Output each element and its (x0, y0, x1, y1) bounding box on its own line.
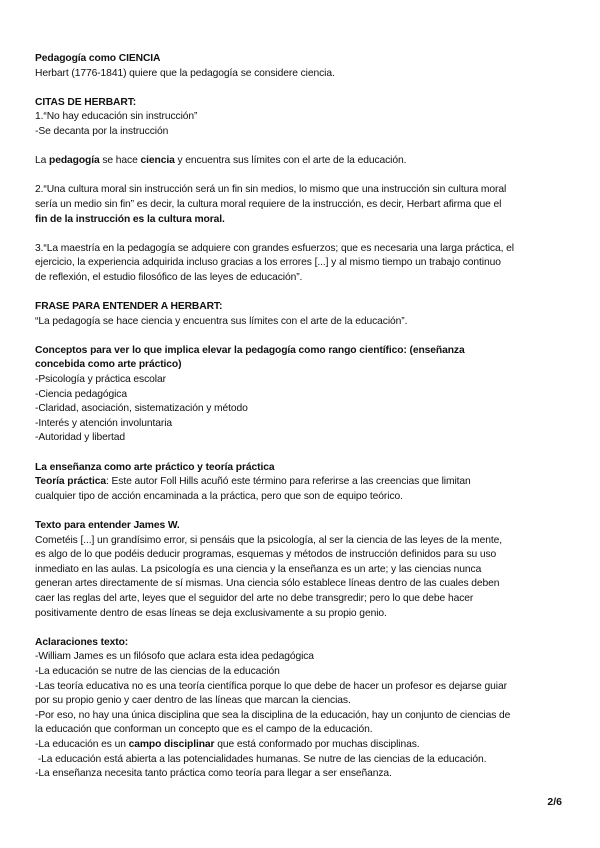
section-heading: Conceptos para ver lo que implica elevar la pedagogía como rango científico: (enseñanza (35, 344, 465, 356)
section-heading: Aclaraciones texto: (35, 636, 129, 648)
paragraph-line: ejercicio, la experiencia adquirida incluso gracias a los errores [...] y al mismo tiempo un trabajo continuo (35, 257, 501, 269)
list-item: -Por eso, no hay una única disciplina que sea la disciplina de la educación, hay un conjunto de ciencias de (35, 709, 511, 721)
section-heading: FRASE PARA ENTENDER A HERBART: (35, 301, 223, 313)
section-conceptos (35, 344, 565, 446)
quote-line: 1.“No hay educación sin instrucción” (35, 111, 198, 123)
paragraph-line: es algo de lo que podéis deducir programas, esquemas y métodos de instrucción definidos para su uso (35, 549, 497, 561)
quote-line: -Se decanta por la instrucción (35, 125, 169, 137)
section-pedagogia-ciencia (35, 52, 565, 81)
section-heading: La enseñanza como arte práctico y teoría práctica (35, 461, 275, 473)
section-pedagogia-statement (35, 154, 565, 169)
list-item: -Ciencia pedagógica (35, 388, 127, 400)
list-item: -La enseñanza necesita tanto práctica como teoría para llegar a ser enseñanza. (35, 768, 392, 780)
paragraph-line: positivamente dentro de esas líneas se deja exclusivamente a su propio genio. (35, 607, 387, 619)
paragraph-line: 2.“Una cultura moral sin instrucción será un fin sin medios, lo mismo que una instrucción sin cultura moral (35, 184, 507, 196)
paragraph-line: generan artes directamente de sí mismas. Una ciencia sólo establece líneas dentro de las cuales deben (35, 578, 500, 590)
list-item: -Interés y atención involuntaria (35, 417, 173, 429)
list-item: -William James es un filósofo que aclara esta idea pedagógica (35, 651, 314, 663)
page-number: 2/6 (547, 796, 562, 808)
paragraph-line: de reflexión, el estudio filosófico de las leyes de educación”. (35, 271, 303, 283)
list-item: -Autoridad y libertad (35, 432, 126, 444)
paragraph: Herbart (1776-1841) quiere que la pedagogía se considere ciencia. (35, 67, 335, 79)
section-heading: CITAS DE HERBART: (35, 96, 137, 108)
paragraph-line: caer las reglas del arte, leyes que el seguidor del arte no debe transgredir; pero lo que debe hacer (35, 592, 474, 604)
section-heading: Texto para entender James W. (35, 520, 180, 531)
section-aclaraciones (35, 636, 565, 782)
section-texto-james (35, 519, 565, 621)
list-item-cont: por su propio genio y caer dentro de las líneas que marcan la ciencias. (35, 695, 351, 707)
paragraph-line: Cometéis [...] un grandísimo error, si pensáis que la psicología, al ser la ciencia de las leyes de la mente, (35, 534, 503, 546)
list-item: -Las teoría educativa no es una teoría científica porque lo que debe de hacer un profesor es dejarse guiar (35, 680, 507, 692)
paragraph: La pedagogía se hace ciencia y encuentra sus límites con el arte de la educación. (35, 155, 407, 167)
list-item: -La educación se nutre de las ciencias de la educación (35, 665, 280, 677)
paragraph-line: Teoría práctica: Este autor Foll Hills acuñó este término para referirse a las creencias que limitan (35, 476, 471, 488)
paragraph-line: sería un medio sin fin” es decir, la cultura moral requiere de la instrucción, es decir, Herbart afirma que el (35, 198, 502, 210)
emphasis-line: fin de la instrucción es la cultura moral. (35, 213, 225, 225)
section-heading: Pedagogía como CIENCIA (35, 53, 161, 64)
section-heading-cont: concebida como arte práctico) (35, 359, 182, 371)
paragraph-line: inmediato en las aulas. La psicología es una ciencia y la enseñanza es un arte; y las ciencias nunca (35, 563, 482, 575)
section-quote-2 (35, 183, 565, 227)
section-ensenanza-arte (35, 461, 565, 505)
paragraph: “La pedagogía se hace ciencia y encuentra sus límites con el arte de la educación”. (35, 315, 408, 327)
paragraph-line: 3.“La maestría en la pedagogía se adquiere con grandes esfuerzos; que es necesaria una larga práctica, el (35, 242, 514, 254)
section-quote-3 (35, 242, 565, 286)
list-item-cont: la educación que conforman un concepto que es el campo de la educación. (35, 724, 373, 736)
list-item: -La educación está abierta a las potencialidades humanas. Se nutre de las ciencias de la educación. (35, 753, 487, 765)
list-item: -Psicología y práctica escolar (35, 374, 166, 386)
list-item: -La educación es un campo disciplinar que está conformado por muchas disciplinas. (35, 738, 420, 750)
document-body (35, 52, 565, 782)
section-frase-herbart (35, 300, 565, 329)
section-citas-herbart (35, 96, 565, 140)
paragraph-line: cualquier tipo de acción encaminada a la práctica, pero que son de equipo teórico. (35, 490, 403, 502)
list-item: -Claridad, asociación, sistematización y método (35, 403, 248, 415)
